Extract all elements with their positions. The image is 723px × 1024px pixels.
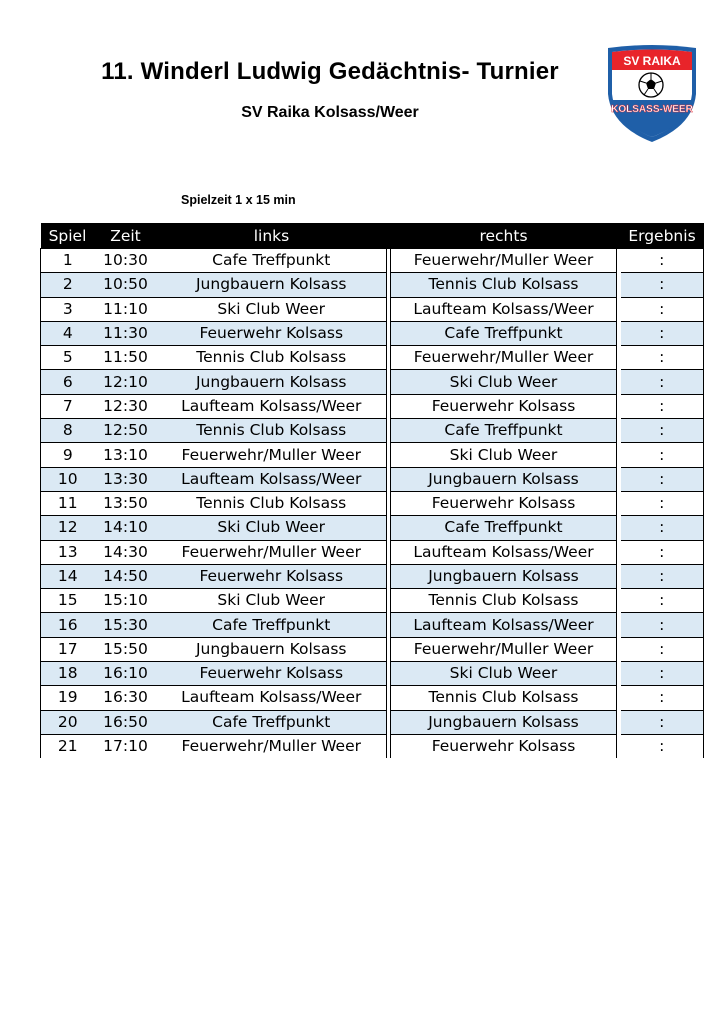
cell-ergebnis: : xyxy=(621,297,704,321)
cell-links-team: Tennis Club Kolsass xyxy=(157,346,387,370)
cell-links-team: Feuerwehr Kolsass xyxy=(157,662,387,686)
cell-spiel: 11 xyxy=(41,491,95,515)
cell-ergebnis: : xyxy=(621,249,704,273)
table-row xyxy=(41,564,704,588)
cell-spiel: 4 xyxy=(41,321,95,345)
cell-zeit: 11:50 xyxy=(95,346,157,370)
logo-bottom-text: KOLSASS-WEER xyxy=(611,104,693,115)
cell-ergebnis: : xyxy=(621,467,704,491)
table-row xyxy=(41,710,704,734)
cell-zeit: 16:50 xyxy=(95,710,157,734)
cell-rechts-team: Ski Club Weer xyxy=(391,662,617,686)
page-subtitle: SV Raika Kolsass/Weer xyxy=(241,104,419,121)
cell-links-team: Ski Club Weer xyxy=(157,516,387,540)
table-row xyxy=(41,273,704,297)
table-row xyxy=(41,346,704,370)
table-row xyxy=(41,419,704,443)
table-row xyxy=(41,613,704,637)
cell-ergebnis: : xyxy=(621,662,704,686)
cell-ergebnis: : xyxy=(621,637,704,661)
table-row xyxy=(41,516,704,540)
cell-spiel: 2 xyxy=(41,273,95,297)
table-row xyxy=(41,589,704,613)
table-row xyxy=(41,467,704,491)
table-row xyxy=(41,734,704,758)
cell-links-team: Feuerwehr/Muller Weer xyxy=(157,443,387,467)
table-body xyxy=(41,249,704,759)
table-row xyxy=(41,394,704,418)
match-duration-label: Spielzeit 1 x 15 min xyxy=(181,193,296,207)
table-row xyxy=(41,686,704,710)
cell-rechts-team: Tennis Club Kolsass xyxy=(391,589,617,613)
cell-rechts-team: Laufteam Kolsass/Weer xyxy=(391,297,617,321)
cell-spiel: 5 xyxy=(41,346,95,370)
cell-ergebnis: : xyxy=(621,734,704,758)
cell-spiel: 16 xyxy=(41,613,95,637)
cell-zeit: 15:10 xyxy=(95,589,157,613)
cell-links-team: Laufteam Kolsass/Weer xyxy=(157,686,387,710)
cell-links-team: Laufteam Kolsass/Weer xyxy=(157,467,387,491)
col-header-zeit: Zeit xyxy=(95,223,157,249)
cell-zeit: 16:10 xyxy=(95,662,157,686)
cell-rechts-team: Jungbauern Kolsass xyxy=(391,467,617,491)
col-header-links: links xyxy=(157,223,387,249)
cell-spiel: 13 xyxy=(41,540,95,564)
cell-links-team: Feuerwehr/Muller Weer xyxy=(157,540,387,564)
table-row xyxy=(41,249,704,273)
cell-spiel: 8 xyxy=(41,419,95,443)
cell-ergebnis: : xyxy=(621,589,704,613)
page-title: 11. Winderl Ludwig Gedächtnis- Turnier xyxy=(101,58,559,85)
cell-spiel: 20 xyxy=(41,710,95,734)
cell-rechts-team: Cafe Treffpunkt xyxy=(391,516,617,540)
table-row xyxy=(41,370,704,394)
cell-rechts-team: Tennis Club Kolsass xyxy=(391,686,617,710)
cell-links-team: Cafe Treffpunkt xyxy=(157,249,387,273)
table-header-row xyxy=(41,223,704,249)
table-row xyxy=(41,321,704,345)
cell-rechts-team: Laufteam Kolsass/Weer xyxy=(391,540,617,564)
cell-links-team: Ski Club Weer xyxy=(157,297,387,321)
cell-spiel: 19 xyxy=(41,686,95,710)
cell-ergebnis: : xyxy=(621,686,704,710)
cell-zeit: 10:50 xyxy=(95,273,157,297)
cell-spiel: 1 xyxy=(41,249,95,273)
cell-ergebnis: : xyxy=(621,710,704,734)
cell-spiel: 15 xyxy=(41,589,95,613)
club-logo xyxy=(605,44,699,144)
cell-links-team: Cafe Treffpunkt xyxy=(157,710,387,734)
cell-rechts-team: Cafe Treffpunkt xyxy=(391,419,617,443)
cell-rechts-team: Jungbauern Kolsass xyxy=(391,564,617,588)
cell-links-team: Feuerwehr/Muller Weer xyxy=(157,734,387,758)
cell-links-team: Ski Club Weer xyxy=(157,589,387,613)
cell-rechts-team: Laufteam Kolsass/Weer xyxy=(391,613,617,637)
cell-zeit: 12:50 xyxy=(95,419,157,443)
cell-zeit: 13:10 xyxy=(95,443,157,467)
cell-ergebnis: : xyxy=(621,346,704,370)
logo-top-text: SV RAIKA xyxy=(623,54,681,68)
cell-zeit: 13:30 xyxy=(95,467,157,491)
cell-ergebnis: : xyxy=(621,443,704,467)
match-schedule-table xyxy=(40,223,704,758)
table-row xyxy=(41,540,704,564)
table-row xyxy=(41,443,704,467)
cell-links-team: Feuerwehr Kolsass xyxy=(157,321,387,345)
cell-links-team: Tennis Club Kolsass xyxy=(157,491,387,515)
cell-zeit: 12:30 xyxy=(95,394,157,418)
cell-links-team: Cafe Treffpunkt xyxy=(157,613,387,637)
table-row xyxy=(41,297,704,321)
cell-ergebnis: : xyxy=(621,419,704,443)
cell-zeit: 15:50 xyxy=(95,637,157,661)
cell-ergebnis: : xyxy=(621,273,704,297)
cell-rechts-team: Feuerwehr Kolsass xyxy=(391,394,617,418)
cell-rechts-team: Feuerwehr Kolsass xyxy=(391,491,617,515)
cell-spiel: 12 xyxy=(41,516,95,540)
cell-spiel: 18 xyxy=(41,662,95,686)
cell-zeit: 10:30 xyxy=(95,249,157,273)
cell-links-team: Tennis Club Kolsass xyxy=(157,419,387,443)
col-header-rechts: rechts xyxy=(391,223,617,249)
cell-ergebnis: : xyxy=(621,491,704,515)
cell-links-team: Laufteam Kolsass/Weer xyxy=(157,394,387,418)
cell-ergebnis: : xyxy=(621,321,704,345)
cell-rechts-team: Feuerwehr/Muller Weer xyxy=(391,249,617,273)
cell-zeit: 11:30 xyxy=(95,321,157,345)
cell-spiel: 14 xyxy=(41,564,95,588)
cell-rechts-team: Feuerwehr/Muller Weer xyxy=(391,637,617,661)
cell-spiel: 6 xyxy=(41,370,95,394)
cell-zeit: 14:30 xyxy=(95,540,157,564)
table-row xyxy=(41,662,704,686)
col-header-spiel: Spiel xyxy=(41,223,95,249)
cell-spiel: 17 xyxy=(41,637,95,661)
cell-rechts-team: Feuerwehr/Muller Weer xyxy=(391,346,617,370)
cell-rechts-team: Ski Club Weer xyxy=(391,370,617,394)
cell-rechts-team: Feuerwehr Kolsass xyxy=(391,734,617,758)
cell-rechts-team: Cafe Treffpunkt xyxy=(391,321,617,345)
cell-zeit: 13:50 xyxy=(95,491,157,515)
cell-zeit: 14:50 xyxy=(95,564,157,588)
cell-zeit: 14:10 xyxy=(95,516,157,540)
cell-spiel: 21 xyxy=(41,734,95,758)
cell-links-team: Jungbauern Kolsass xyxy=(157,637,387,661)
cell-rechts-team: Ski Club Weer xyxy=(391,443,617,467)
cell-ergebnis: : xyxy=(621,540,704,564)
cell-spiel: 3 xyxy=(41,297,95,321)
cell-spiel: 9 xyxy=(41,443,95,467)
cell-rechts-team: Tennis Club Kolsass xyxy=(391,273,617,297)
cell-ergebnis: : xyxy=(621,394,704,418)
table-row xyxy=(41,637,704,661)
cell-spiel: 7 xyxy=(41,394,95,418)
cell-links-team: Jungbauern Kolsass xyxy=(157,273,387,297)
cell-links-team: Jungbauern Kolsass xyxy=(157,370,387,394)
cell-ergebnis: : xyxy=(621,516,704,540)
cell-spiel: 10 xyxy=(41,467,95,491)
cell-rechts-team: Jungbauern Kolsass xyxy=(391,710,617,734)
cell-ergebnis: : xyxy=(621,613,704,637)
cell-zeit: 12:10 xyxy=(95,370,157,394)
cell-ergebnis: : xyxy=(621,564,704,588)
cell-links-team: Feuerwehr Kolsass xyxy=(157,564,387,588)
cell-zeit: 11:10 xyxy=(95,297,157,321)
cell-zeit: 15:30 xyxy=(95,613,157,637)
col-header-ergebnis: Ergebnis xyxy=(621,223,704,249)
soccer-ball-icon xyxy=(639,73,663,97)
cell-ergebnis: : xyxy=(621,370,704,394)
cell-zeit: 16:30 xyxy=(95,686,157,710)
cell-zeit: 17:10 xyxy=(95,734,157,758)
table-row xyxy=(41,491,704,515)
